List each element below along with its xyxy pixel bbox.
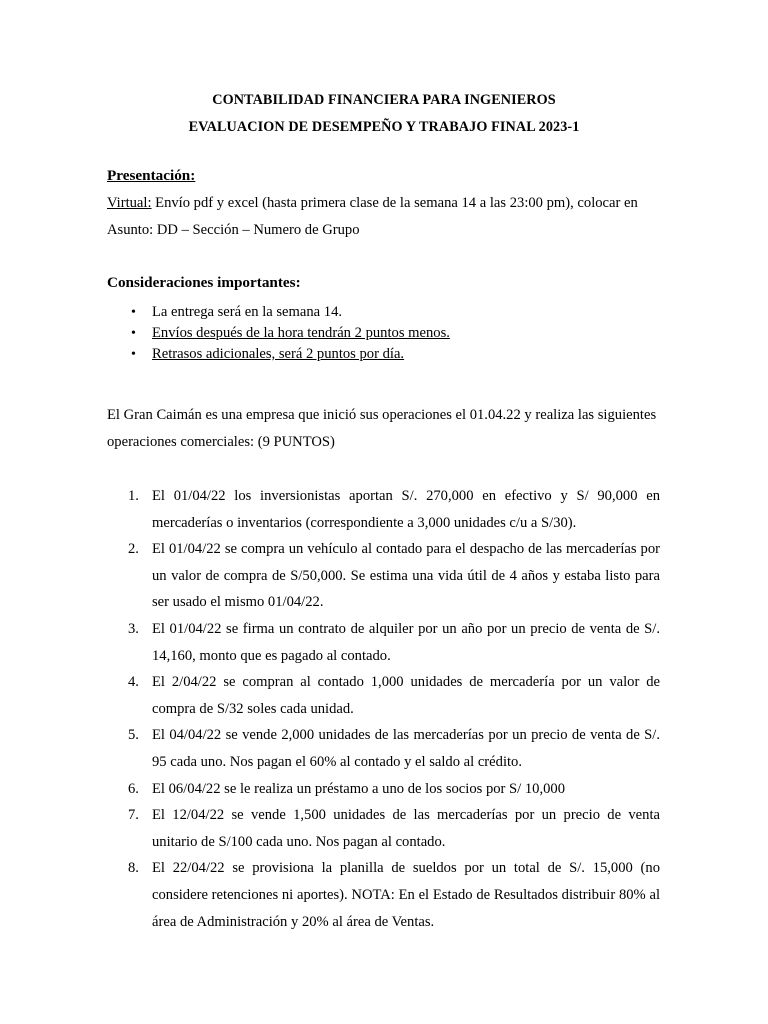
item-text: El 04/04/22 se vende 2,000 unidades de las mercaderías por un precio de venta de S/. 95 cada uno. Nos pagan el 60% al contado y el saldo al crédito. <box>152 727 660 770</box>
list-item <box>107 536 660 616</box>
intro-paragraph: El Gran Caimán es una empresa que inició sus operaciones el 01.04.22 y realiza las siguientes operaciones comerciales: (9 PUNTOS) <box>107 407 657 450</box>
bullet-icon: • <box>131 305 136 320</box>
item-number: 5. <box>128 727 139 744</box>
list-item <box>107 855 660 935</box>
presentacion-virtual-line <box>107 194 638 212</box>
virtual-text: Envío pdf y excel (hasta primera clase de la semana 14 a las 23:00 pm), colocar en <box>151 195 638 211</box>
consideraciones-heading: Consideraciones importantes: <box>107 274 301 291</box>
item-text: El 06/04/22 se le realiza un préstamo a uno de los socios por S/ 10,000 <box>152 780 566 797</box>
bullet-icon: • <box>131 326 136 341</box>
item-text: El 01/04/22 se firma un contrato de alquiler por un año por un precio de venta de S/. 14,160, monto que es pagado al contado. <box>152 620 660 664</box>
item-number: 8. <box>128 860 139 877</box>
item-text: El 2/04/22 se compran al contado 1,000 unidades de mercadería por un valor de compra de S/32 soles cada unidad. <box>152 674 660 717</box>
item-text: El 12/04/22 se vende 1,500 unidades de las mercaderías por un precio de venta unitario de S/100 cada uno. Nos pagan al contado. <box>152 807 660 850</box>
item-number: 1. <box>128 488 139 504</box>
course-title: CONTABILIDAD FINANCIERA PARA INGENIEROS <box>212 92 556 108</box>
item-number: 4. <box>128 674 139 691</box>
item-number: 2. <box>128 541 139 558</box>
item-text: El 01/04/22 se compra un vehículo al contado para el despacho de las mercaderías por un valor de compra de S/50,000. Se estima una vida útil de 4 años y estaba listo para ser usado el mismo 01/04/22. <box>152 541 660 611</box>
document-page: CONTABILIDAD FINANCIERA PARA INGENIEROS EVALUACION DE DESEMPEÑO Y TRABAJO FINAL 2023-1 Presentación: Virtual: Envío pdf y excel (hasta primera clase de la semana 14 a las 23:00 pm), colocar en Asunto: DD – Sección – Numero de Grupo Consideraciones importantes: • La entrega será en la semana 14. • Envíos después de la hora tendrán 2 puntos menos. • Retrasos adicionales, será 2 puntos por día. El Gran Caimán es una empresa que inició sus operaciones el 01.04.22 y realiza las siguientes operaciones comerciales: (9 PUNTOS) 1. El 01/04/22 los inversionistas aportan S/. 270,000 en efectivo y S/ 90,000 en mercaderías o inventarios (correspondiente a 3,000 unidades c/u a S/30). 2. El 01/04/22 se compra un vehículo al contado para el despacho de las mercaderías por un valor de compra de S/50,000. Se estima una vida útil de 4 años y estaba listo para ser usado el mismo 01/04/22. 3. El 01/04/22 se firma un contrato de alquiler por un año por un precio de venta de S/. 14,160, monto que es pagado al contado. 4. El 2/04/22 se compran al contado 1,000 unidades de mercadería por un valor de compra de S/32 soles cada unidad. 5. El 04/04/22 se vende 2,000 unidades de las mercaderías por un precio de venta de S/. 95 cada uno. Nos pagan el 60% al contado y el saldo al crédito. 6. El 06/04/22 se le realiza un préstamo a uno de los socios por S/ 10,000 7. El 12/04/22 se vende 1,500 unidades de las mercaderías por un precio de venta unitario de S/100 cada uno. Nos pagan al contado. 8. El 22/04/22 se provisiona la planilla de sueldos por un total de S/. 15,000 (no considere retenciones ni aportes). NOTA: En el Estado de Resultados distribuir 80% al área de Administración y 20% al área de Ventas. <box>0 0 768 1024</box>
list-item <box>107 802 660 855</box>
list-item <box>107 776 660 803</box>
item-number: 3. <box>128 620 139 637</box>
list-item <box>107 669 660 722</box>
list-item <box>107 722 660 775</box>
virtual-label: Virtual: <box>107 195 152 211</box>
operaciones-list <box>107 483 660 935</box>
item-text: El 22/04/22 se provisiona la planilla de sueldos por un total de S/. 15,000 (no considere retenciones ni aportes). NOTA: En el Estado de Resultados distribuir 80% al área de Administración y 20% al área de Ventas. <box>152 860 660 930</box>
presentacion-heading: Presentación: <box>107 167 196 184</box>
asunto-line: Asunto: DD – Sección – Numero de Grupo <box>107 222 360 238</box>
list-item <box>107 616 660 669</box>
item-number: 7. <box>128 807 139 824</box>
item-text: El 01/04/22 los inversionistas aportan S/. 270,000 en efectivo y S/ 90,000 en mercaderías o inventarios (correspondiente a 3,000 unidades c/u a S/30). <box>152 488 660 531</box>
bullet-icon: • <box>131 347 136 362</box>
evaluation-title: EVALUACION DE DESEMPEÑO Y TRABAJO FINAL 2023-1 <box>188 119 580 135</box>
item-number: 6. <box>128 780 139 797</box>
list-item <box>107 483 660 536</box>
